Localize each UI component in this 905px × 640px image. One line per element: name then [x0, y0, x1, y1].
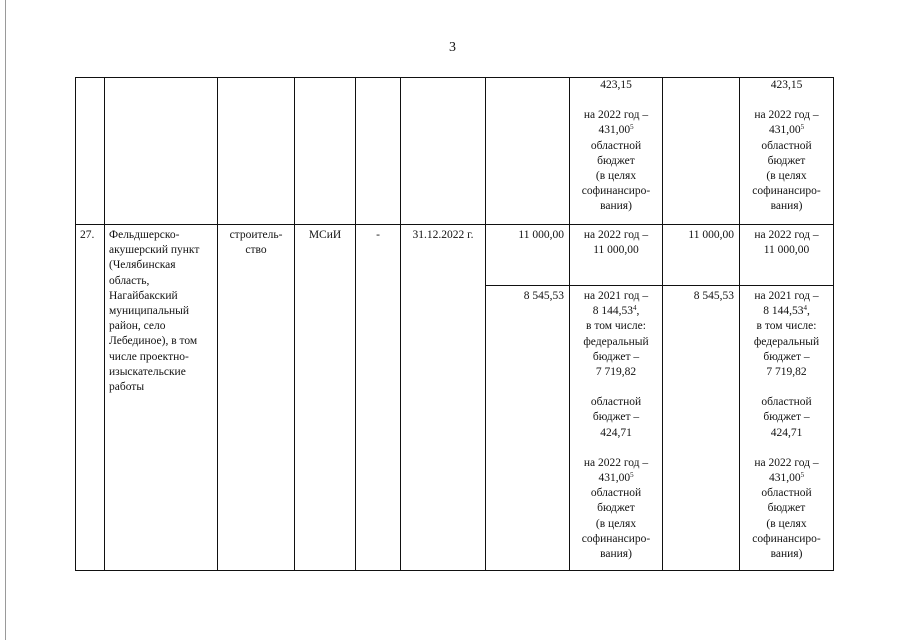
- budget-text: бюджет: [767, 502, 806, 515]
- name-line: (Челябинская: [109, 259, 176, 272]
- amount-text: 424,71: [770, 426, 803, 439]
- budget-text: бюджет: [597, 502, 635, 515]
- name-line: работы: [109, 381, 145, 394]
- funding-breakdown: [570, 289, 662, 562]
- grid-line: [294, 77, 295, 571]
- name-line: изыскательские: [109, 365, 186, 378]
- budget-text: бюджет –: [763, 411, 810, 424]
- footnote-mark: 5: [800, 123, 805, 132]
- amount-value: 431,00: [768, 124, 801, 137]
- grid-line: [75, 77, 76, 571]
- budget-text: бюджет –: [763, 350, 810, 363]
- budget-text: софинансиро-: [752, 532, 821, 545]
- limit-amount: 11 000,00: [688, 229, 734, 241]
- budget-text: вания): [600, 548, 632, 561]
- amount-text: 8 144,53$^4$,: [592, 304, 640, 318]
- amount-value: 8 144,53: [763, 305, 804, 318]
- budget-text: областной: [590, 487, 642, 500]
- continued-funding-breakdown: [570, 78, 662, 215]
- page-number: 3: [449, 40, 456, 55]
- budget-text: (в целях: [766, 517, 807, 530]
- amount-text: 8 144,53$^4$,: [763, 304, 810, 318]
- work-type-line: ство: [245, 244, 267, 257]
- name-line: Лебединое), в том: [109, 335, 198, 348]
- budget-text: софинансиро-: [581, 185, 651, 198]
- budget-text: областной: [590, 396, 642, 409]
- year-label: на 2022 год –: [754, 456, 819, 469]
- grid-line: [662, 77, 663, 571]
- amount-text: 7 719,82: [766, 366, 807, 379]
- grid-line: [75, 77, 834, 78]
- footnote-mark: 4: [803, 304, 807, 313]
- amount-text: [570, 123, 662, 138]
- grid-line: [355, 77, 356, 571]
- footnote-mark: 5: [630, 471, 634, 480]
- budget-text: (в целях: [766, 170, 807, 183]
- amount-value: 431,00: [598, 472, 631, 485]
- footnote-mark: 5: [800, 471, 805, 480]
- work-type-line: строитель-: [229, 229, 283, 241]
- footnote-mark: 4: [632, 304, 637, 313]
- estimated-cost: 11 000,00: [518, 229, 564, 241]
- year-label: на 2022 год –: [754, 109, 819, 122]
- grid-line: [75, 224, 834, 225]
- footnote-mark: 5: [630, 123, 634, 132]
- year-label: на 2022 год –: [583, 456, 649, 469]
- budget-text: в том числе:: [586, 320, 646, 333]
- name-line: муниципальный: [109, 305, 190, 318]
- grid-line: [400, 77, 401, 571]
- budget-text: бюджет: [767, 154, 806, 167]
- budget-text: (в целях: [595, 170, 637, 183]
- budget-text: софинансиро-: [752, 185, 821, 198]
- grid-line: [833, 77, 834, 571]
- budget-text: бюджет –: [592, 350, 640, 363]
- year-label: на 2022 год –: [583, 109, 649, 122]
- budget-text: вания): [770, 200, 803, 213]
- amount-value: 431,00: [598, 124, 631, 137]
- amount-text: 423,15: [770, 79, 803, 91]
- budget-text: областной: [761, 487, 812, 500]
- budget-text: областной: [590, 139, 642, 152]
- name-line: район, село: [109, 320, 166, 333]
- budget-text: бюджет –: [592, 411, 640, 424]
- name-line: область,: [109, 274, 150, 287]
- year-label: на 2022 год –: [583, 229, 649, 241]
- grid-line: [217, 77, 218, 571]
- amount-text: [740, 123, 833, 138]
- amount-text: 11 000,00: [763, 244, 810, 257]
- amount-text: 424,71: [600, 426, 632, 439]
- grid-line: [75, 570, 834, 571]
- amount-text: 423,15: [600, 79, 632, 91]
- amount-value: 8 144,53: [592, 305, 633, 318]
- name-line: акушерский пункт: [109, 244, 200, 257]
- name-line: числе проектно-: [109, 350, 189, 363]
- budget-text: вания): [600, 200, 632, 213]
- customer: МСиИ: [308, 229, 342, 241]
- estimated-cost: 8 545,53: [523, 290, 564, 302]
- continued-funding-breakdown: [740, 78, 833, 215]
- budget-text: в том числе:: [756, 320, 817, 333]
- budget-text: областной: [761, 396, 812, 409]
- budget-text: вания): [770, 548, 803, 561]
- budget-text: бюджет: [597, 154, 635, 167]
- object-name: [109, 228, 217, 395]
- funding-breakdown: [740, 289, 833, 562]
- amount-text: 7 719,82: [595, 366, 637, 379]
- grid-line: [485, 285, 834, 286]
- name-line: Нагайбакский: [109, 289, 178, 302]
- deadline: 31.12.2022 г.: [412, 229, 474, 241]
- row-number: 27.: [80, 229, 95, 241]
- amount-text: [570, 471, 662, 486]
- grid-line: [485, 77, 486, 571]
- funding-split: [740, 228, 833, 258]
- work-type: [218, 228, 294, 258]
- year-label: на 2021 год –: [754, 290, 819, 302]
- budget-text: федеральный: [583, 335, 649, 348]
- budget-text: (в целях: [595, 517, 637, 530]
- year-label: на 2021 год –: [583, 290, 649, 302]
- grid-line: [104, 77, 105, 571]
- empty-value-dash: -: [376, 229, 380, 241]
- funding-split: [570, 228, 662, 258]
- year-label: на 2022 год –: [754, 229, 819, 241]
- name-line: Фельдшерско-: [109, 229, 180, 241]
- amount-text: 11 000,00: [593, 244, 639, 257]
- budget-text: федеральный: [753, 335, 820, 348]
- budget-text: софинансиро-: [581, 532, 651, 545]
- amount-value: 431,00: [768, 472, 801, 485]
- amount-text: [740, 471, 833, 486]
- budget-text: областной: [761, 139, 812, 152]
- limit-amount: 8 545,53: [693, 290, 734, 302]
